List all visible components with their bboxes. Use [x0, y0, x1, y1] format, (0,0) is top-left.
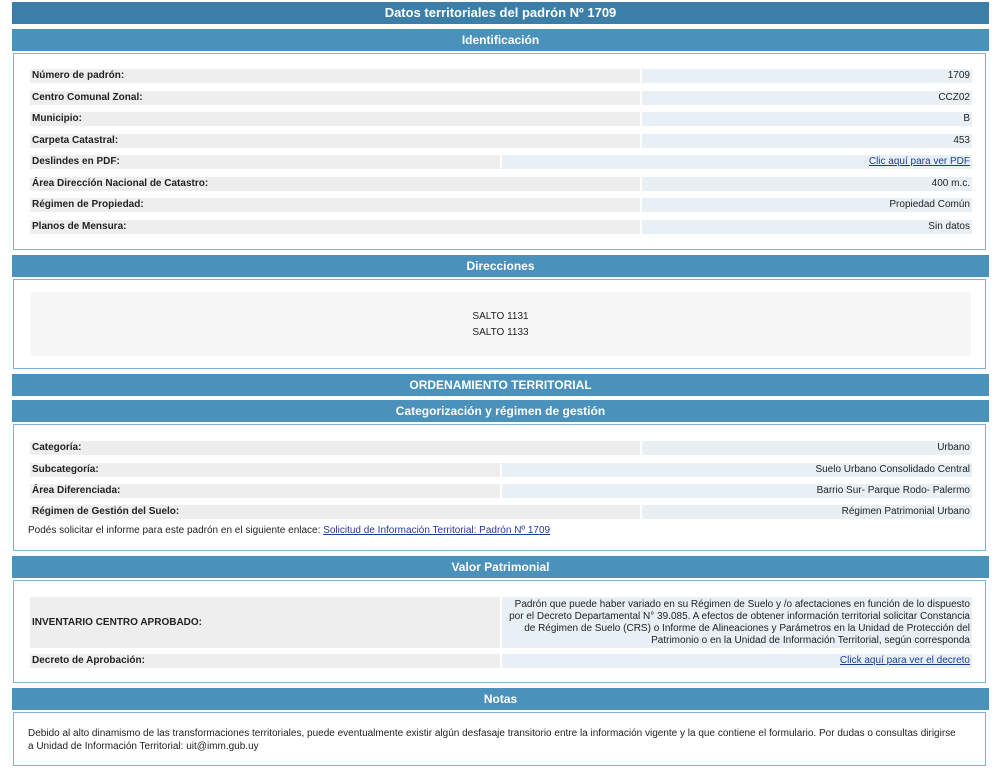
field-label: Categoría:	[30, 441, 640, 455]
decreto-link[interactable]: Click aquí para ver el decreto	[839, 655, 970, 666]
field-value: 1709	[642, 69, 972, 83]
field-value: Régimen Patrimonial Urbano	[642, 505, 972, 519]
field-label: Planos de Mensura:	[30, 220, 640, 234]
field-value: Suelo Urbano Consolidado Central	[502, 463, 972, 477]
identificacion-box	[13, 53, 986, 250]
field-label: Régimen de Propiedad:	[30, 198, 640, 212]
direcciones-box	[13, 279, 986, 369]
field-label: Decreto de Aprobación:	[30, 654, 500, 668]
address-list	[30, 292, 971, 356]
solicitud-line	[28, 525, 550, 536]
field-label: Centro Comunal Zonal:	[30, 91, 640, 105]
valor-patrimonial-box	[13, 580, 986, 683]
inventario-label: INVENTARIO CENTRO APROBADO:	[30, 597, 500, 648]
field-value: 400 m.c.	[642, 177, 972, 191]
field-value: Sin datos	[642, 220, 972, 234]
section-header-notas: Notas	[12, 688, 989, 710]
field-label: Régimen de Gestión del Suelo:	[30, 505, 640, 519]
field-value	[502, 654, 972, 668]
notas-text: Debido al alto dinamismo de las transformaciones territoriales, puede eventualmente existir algún desfasaje transitorio entre la información vigente y la que contiene el formulario. Por dudas o consultas dirigirse a Unidad de Información Territorial: uit@imm.gub.uy	[28, 728, 956, 752]
solicitud-informe-link[interactable]: Solicitud de Información Territorial: Padrón Nº 1709	[323, 525, 551, 536]
field-label: Deslindes en PDF:	[30, 155, 500, 169]
field-label: Carpeta Catastral:	[30, 134, 640, 148]
section-header-valor-patrimonial: Valor Patrimonial	[12, 556, 989, 578]
field-value: Propiedad Común	[642, 198, 972, 212]
field-label: Número de padrón:	[30, 69, 640, 83]
address-item: SALTO 1131	[472, 311, 529, 322]
inventario-value: Padrón que puede haber variado en su Régimen de Suelo y /o afectaciones en función de lo dispuesto por el Decreto Departamental N° 39.085. A efectos de obtener información territorial solicitar Constancia de Régimen de Suelo (CRS) o Informe de Alineaciones y Parámetros en la Unidad de Protección del Patrimonio o en la Unidad de Información Territorial, según corresponda	[502, 597, 972, 648]
solicitud-text: Podés solicitar el informe para este padrón en el siguiente enlace:	[28, 525, 321, 536]
field-value: CCZ02	[642, 91, 972, 105]
field-value: B	[642, 112, 972, 126]
notas-box	[13, 712, 986, 766]
deslindes-pdf-link[interactable]: Clic aquí para ver PDF	[868, 156, 970, 167]
field-value	[502, 155, 972, 169]
field-value: Urbano	[642, 441, 972, 455]
section-header-direcciones: Direcciones	[12, 255, 989, 277]
field-label: Subcategoría:	[30, 463, 500, 477]
section-header-categorizacion: Categorización y régimen de gestión	[12, 400, 989, 422]
section-header-identificacion: Identificación	[12, 29, 989, 51]
field-value: 453	[642, 134, 972, 148]
section-header-ordenamiento: ORDENAMIENTO TERRITORIAL	[12, 374, 989, 396]
categorizacion-box	[13, 424, 986, 551]
address-item: SALTO 1133	[472, 327, 529, 338]
page-title: Datos territoriales del padrón Nº 1709	[12, 2, 989, 24]
field-label: Municipio:	[30, 112, 640, 126]
field-label: Área Dirección Nacional de Catastro:	[30, 177, 640, 191]
field-value: Barrio Sur- Parque Rodo- Palermo	[502, 484, 972, 498]
field-label: Área Diferenciada:	[30, 484, 500, 498]
